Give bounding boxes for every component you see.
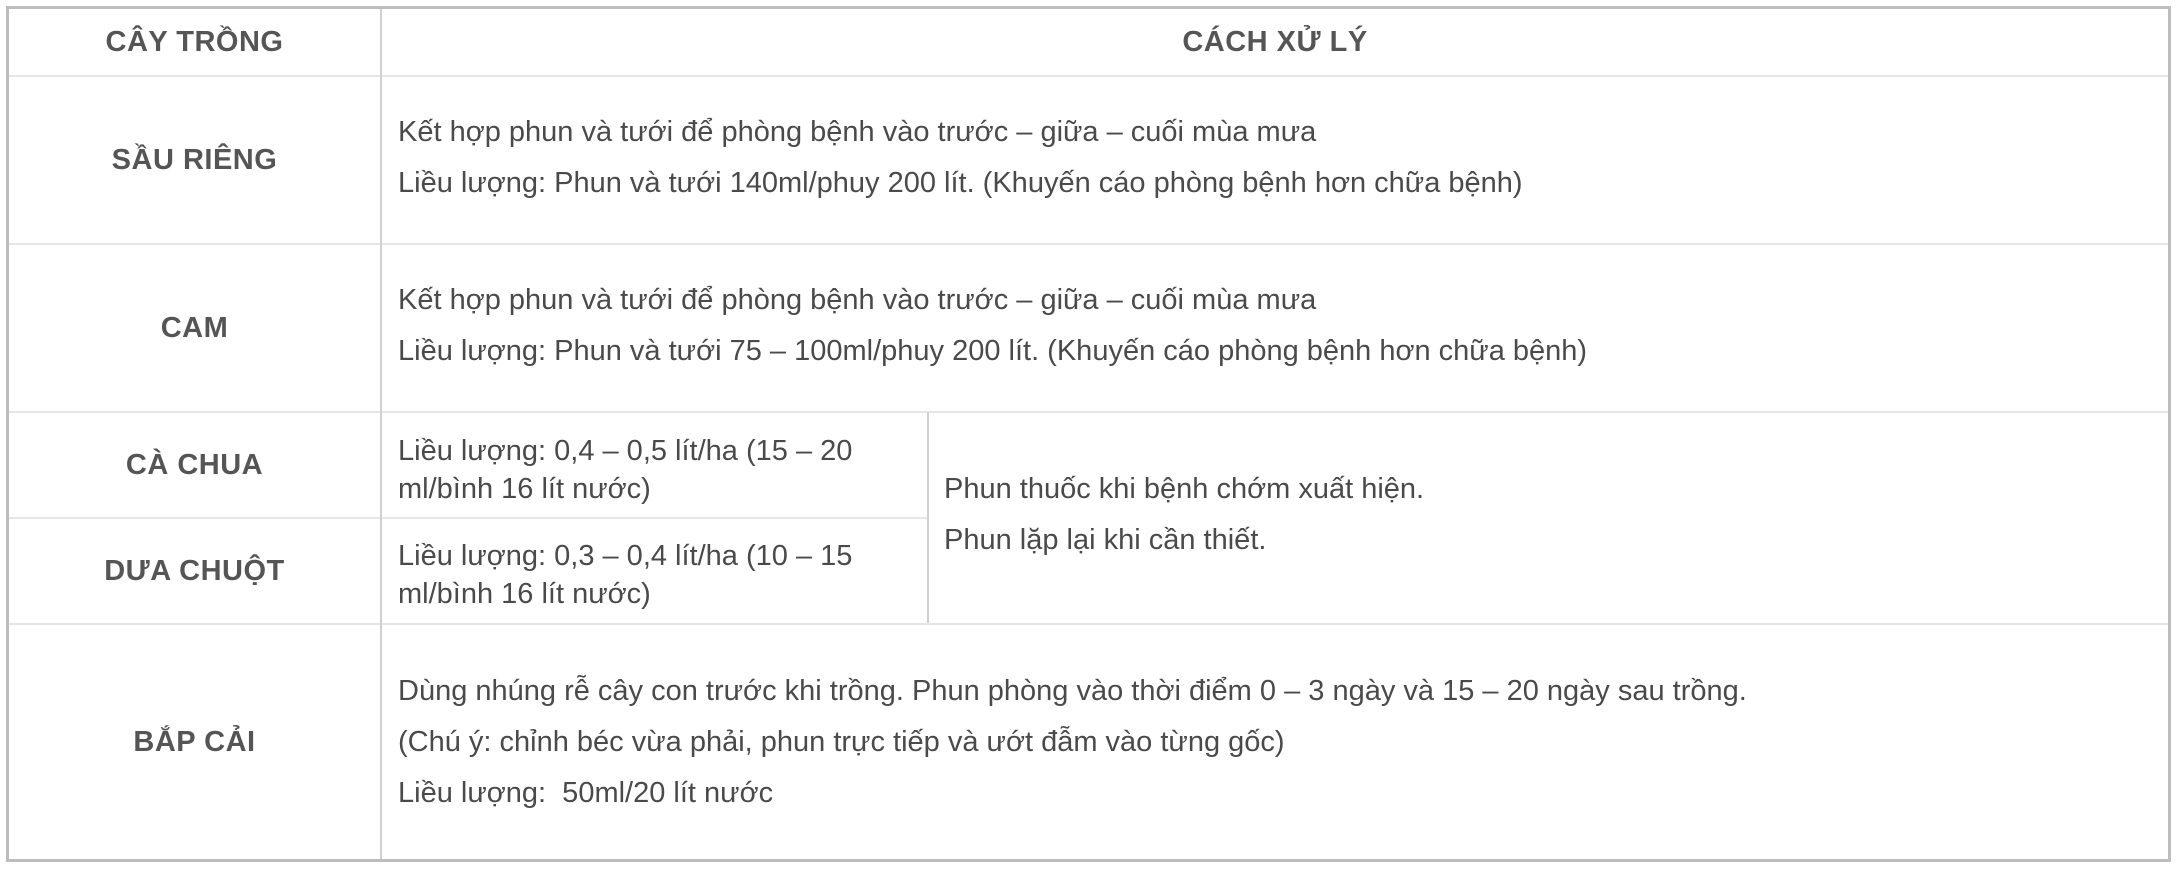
treatment-line: Dùng nhúng rễ cây con trước khi trồng. Phun phòng vào thời điểm 0 – 3 ngày và 15 – 20 ngày sau trồng.	[398, 675, 1747, 707]
treatment-line: Kết hợp phun và tưới để phòng bệnh vào trước – giữa – cuối mùa mưa	[398, 284, 1317, 316]
header-treatment: CÁCH XỬ LÝ	[1182, 25, 1368, 58]
shared-treatment-note	[944, 470, 1424, 559]
dosage-ca-chua	[398, 432, 852, 508]
treatment-line: Kết hợp phun và tưới để phòng bệnh vào trước – giữa – cuối mùa mưa	[398, 116, 1317, 148]
dosage-line: Liều lượng: 0,3 – 0,4 lít/ha (10 – 15	[398, 540, 853, 572]
crop-dua-chuot: DƯA CHUỘT	[104, 554, 285, 587]
treatment-table	[6, 6, 2171, 862]
note-line: Phun thuốc khi bệnh chớm xuất hiện.	[944, 473, 1425, 505]
crop-bap-cai: BẮP CẢI	[133, 725, 256, 758]
dosage-line: Liều lượng: Phun và tưới 140ml/phuy 200 lít. (Khuyến cáo phòng bệnh hơn chữa bệnh)	[398, 167, 1523, 199]
header-crop: CÂY TRỒNG	[105, 25, 284, 58]
dosage-dua-chuot	[398, 537, 852, 613]
dosage-line: ml/bình 16 lít nước)	[398, 578, 651, 610]
dosage-line: ml/bình 16 lít nước)	[398, 473, 651, 505]
dosage-line: Liều lượng: 50ml/20 lít nước	[398, 777, 774, 809]
note-line: (Chú ý: chỉnh béc vừa phải, phun trực tiếp và ướt đẫm vào từng gốc)	[398, 726, 1285, 758]
treatment-bap-cai	[398, 672, 1747, 812]
treatment-sau-rieng	[398, 113, 1523, 202]
dosage-line: Liều lượng: 0,4 – 0,5 lít/ha (15 – 20	[398, 435, 853, 467]
treatment-cam	[398, 281, 1587, 370]
dosage-line: Liều lượng: Phun và tưới 75 – 100ml/phuy 200 lít. (Khuyến cáo phòng bệnh hơn chữa bệnh)	[398, 335, 1588, 367]
note-line: Phun lặp lại khi cần thiết.	[944, 524, 1267, 556]
crop-cam: CAM	[160, 311, 229, 344]
column-divider	[927, 412, 929, 623]
crop-ca-chua: CÀ CHUA	[125, 448, 264, 481]
crop-sau-rieng: SẦU RIÊNG	[111, 143, 278, 176]
column-divider	[380, 9, 382, 859]
